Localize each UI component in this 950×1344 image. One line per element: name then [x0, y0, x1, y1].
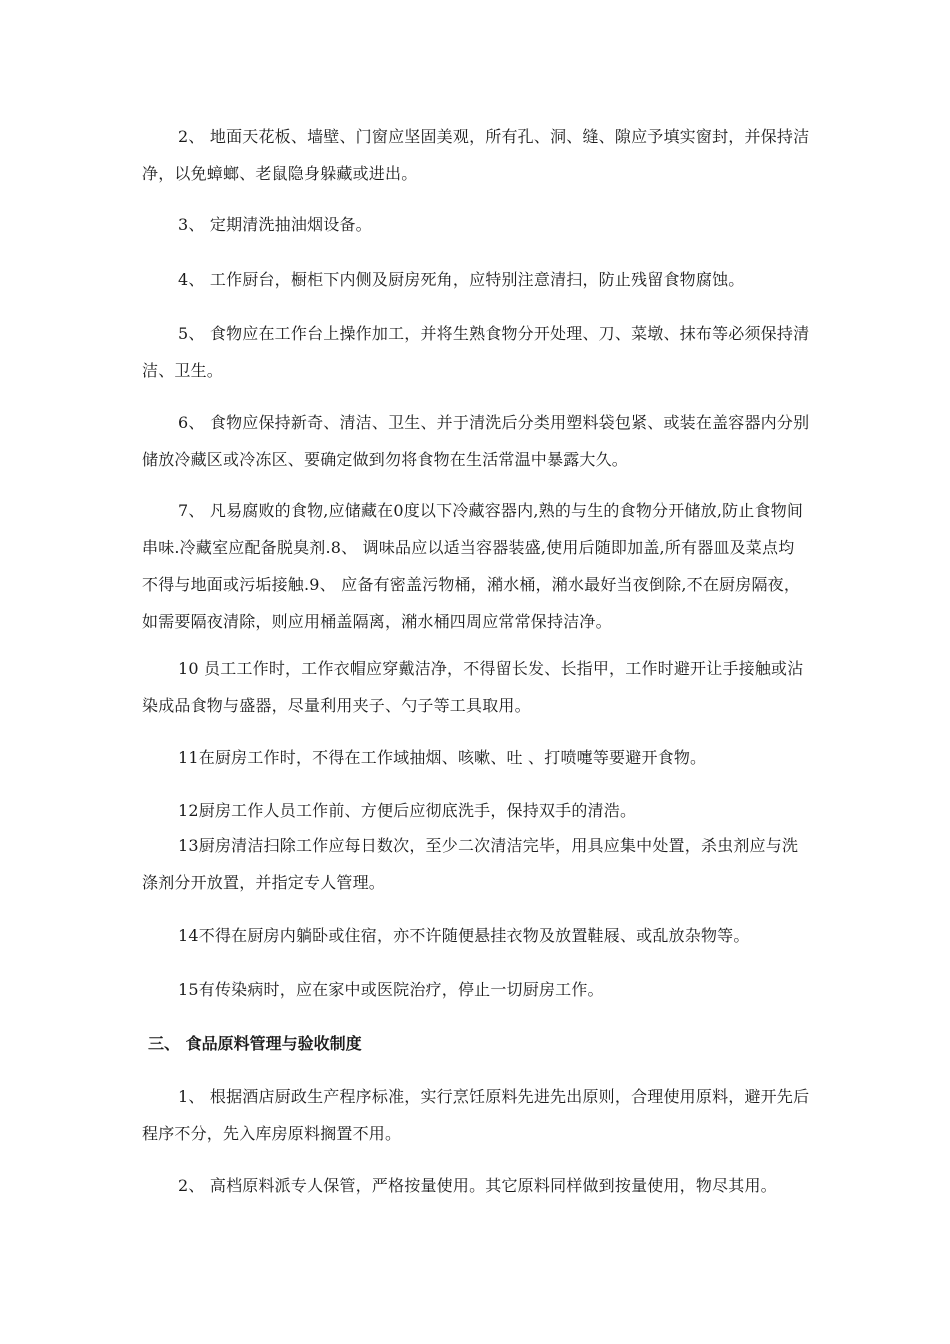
section-paragraph-2: 2、 高档原料派专人保管，严格按量使用。其它原料同样做到按量使用，物尽其用。	[178, 1176, 777, 1195]
paragraph-11: 11在厨房工作时，不得在工作域抽烟、咳嗽、吐 、打喷嚏等要避开食物。	[178, 748, 707, 767]
paragraph-3: 3、 定期清洗抽油烟设备。	[178, 215, 372, 234]
paragraph-13: 13厨房清洁扫除工作应每日数次，至少二次清洁完毕，用具应集中处置，杀虫剂应与洗涤剂分开放置，并指定专人管理。	[142, 836, 799, 892]
paragraph-4: 4、 工作厨台，橱柜下内侧及厨房死角，应特别注意清扫，防止残留食物腐蚀。	[178, 270, 745, 289]
section-paragraph-1: 1、 根据酒店厨政生产程序标准，实行烹饪原料先进先出原则，合理使用原料，避开先后程序不分，先入库房原料搁置不用。	[142, 1087, 810, 1143]
paragraph-7: 7、 凡易腐败的食物,应储藏在0度以下冷藏容器内,熟的与生的食物分开储放,防止食物间串味.冷藏室应配备脱臭剂.8、 调味品应以适当容器装盛,使用后随即加盖,所有器皿及菜点均不得与地面或污垢接触.9、 应备有密盖污物桶，潲水桶，潲水最好当夜倒除,不在厨房隔夜，如需要隔夜清除，则应用桶盖隔离，潲水桶四周应常常保持洁净。	[142, 501, 804, 631]
paragraph-15: 15有传染病时，应在家中或医院治疗，停止一切厨房工作。	[178, 980, 604, 999]
paragraph-2: 2、 地面天花板、墙壁、门窗应坚固美观，所有孔、洞、缝、隙应予填实窗封，并保持洁净，以免蟑螂、老鼠隐身躲藏或进出。	[142, 127, 810, 183]
paragraph-6: 6、 食物应保持新奇、清洁、卫生、并于清洗后分类用塑料袋包紧、或装在盖容器内分别储放冷藏区或冷冻区、要确定做到勿将食物在生活常温中暴露大久。	[142, 413, 810, 469]
paragraph-12: 12厨房工作人员工作前、方便后应彻底洗手，保持双手的清浩。	[178, 801, 637, 820]
paragraph-14: 14不得在厨房内躺卧或住宿，亦不许随便悬挂衣物及放置鞋屐、或乱放杂物等。	[178, 926, 750, 945]
paragraph-5: 5、 食物应在工作台上操作加工，并将生熟食物分开处理、刀、菜墩、抹布等必须保持清洁、卫生。	[142, 324, 810, 380]
paragraph-10: 10 员工工作时，工作衣帽应穿戴洁净，不得留长发、长指甲，工作时避开让手接触或沾染成品食物与盛器，尽量利用夹子、勺子等工具取用。	[142, 659, 804, 715]
section-heading: 三、 食品原料管理与验收制度	[148, 1034, 362, 1053]
